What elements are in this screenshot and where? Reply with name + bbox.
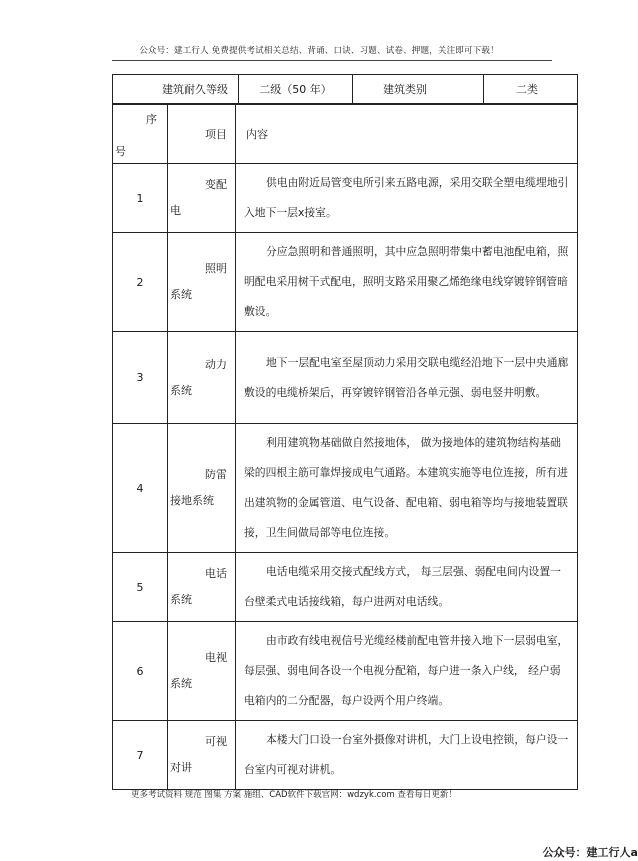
header-note: 公众号：建工行人 免费提供考试相关总结、背诵、口诀、习题、试卷、押题，关注即可下载！ bbox=[139, 46, 499, 56]
row-item-line1: 电话 bbox=[205, 567, 227, 580]
row-item-line1: 防雷 bbox=[205, 468, 227, 481]
row-item-line2: 对讲 bbox=[170, 761, 192, 774]
row-item-line2: 接地系统 bbox=[170, 494, 214, 507]
durability-label: 建筑耐久等级 bbox=[113, 75, 239, 104]
row-content bbox=[236, 332, 578, 424]
row-no: 5 bbox=[113, 553, 168, 622]
row-no: 6 bbox=[113, 622, 168, 721]
row-item-line1: 电视 bbox=[205, 651, 227, 664]
row-content bbox=[236, 164, 578, 233]
row-content-text: 供电由附近局管变电所引来五路电源，采用交联全塑电缆埋地引入地下一层ⅹ接室。 bbox=[244, 176, 569, 219]
row-item bbox=[168, 424, 236, 553]
row-no: 3 bbox=[113, 332, 168, 424]
durability-value: 二级（50 年） bbox=[239, 75, 353, 104]
header-no bbox=[113, 105, 168, 164]
table-header-row bbox=[113, 105, 578, 164]
summary-row bbox=[113, 75, 578, 104]
row-item bbox=[168, 622, 236, 721]
summary-table bbox=[112, 74, 578, 104]
row-content bbox=[236, 553, 578, 622]
row-content bbox=[236, 424, 578, 553]
table-row bbox=[113, 553, 578, 622]
row-content-text: 分应急照明和普通照明，其中应急照明带集中蓄电池配电箱，照明配电采用树干式配电，照明支路采用聚乙烯绝缘电线穿镀锌钢管暗敷设。 bbox=[244, 245, 569, 318]
row-content-text: 利用建筑物基础做自然接地体， 做为接地体的建筑物结构基础梁的四根主筋可靠焊接成电气通路。本建筑实施等电位连接，所有进出建筑物的金属管道、电气设备、配电箱、弱电箱等均与接地装置联接，卫生间做局部等电位连接。 bbox=[244, 436, 568, 539]
row-content-text: 本楼大门口设一台室外摄像对讲机，大门上设电控锁，每户设一台室内可视对讲机。 bbox=[244, 733, 569, 776]
footer-note: 更多考试资料 规范 图集 方案 施组、CAD软件下载官网：wdzyk.com 查看每日更新！ bbox=[131, 790, 457, 800]
table-row bbox=[113, 164, 578, 233]
electrical-systems-table bbox=[112, 104, 578, 790]
header-rule bbox=[112, 60, 552, 61]
row-content bbox=[236, 721, 578, 790]
row-no: 1 bbox=[113, 164, 168, 233]
category-value: 二类 bbox=[484, 75, 578, 104]
row-item bbox=[168, 164, 236, 233]
row-item-line2: 系统 bbox=[170, 593, 192, 606]
header-no-line1: 序 bbox=[146, 113, 157, 126]
header-item: 项目 bbox=[168, 105, 236, 164]
category-label: 建筑类别 bbox=[353, 75, 484, 104]
row-item-line1: 变配 bbox=[205, 178, 227, 191]
row-item bbox=[168, 233, 236, 332]
corner-watermark: 公众号：建工行人a bbox=[542, 846, 638, 859]
row-content bbox=[236, 233, 578, 332]
row-no: 4 bbox=[113, 424, 168, 553]
row-no: 2 bbox=[113, 233, 168, 332]
row-item bbox=[168, 332, 236, 424]
row-item-line2: 电 bbox=[170, 204, 181, 217]
row-item-line2: 系统 bbox=[170, 677, 192, 690]
table-row bbox=[113, 424, 578, 553]
row-item bbox=[168, 553, 236, 622]
header-content: 内容 bbox=[236, 105, 578, 164]
row-item-line2: 系统 bbox=[170, 288, 192, 301]
row-item-line1: 可视 bbox=[205, 735, 227, 748]
row-no: 7 bbox=[113, 721, 168, 790]
row-item-line2: 系统 bbox=[170, 383, 192, 397]
row-content-text: 电话电缆采用交接式配线方式， 每三层强、弱配电间内设置一台壁柔式电话接线箱，每户进两对电话线。 bbox=[244, 565, 561, 608]
table-row bbox=[113, 622, 578, 721]
row-item-line1: 动力 bbox=[205, 357, 227, 371]
row-item-line1: 照明 bbox=[205, 262, 227, 275]
row-item bbox=[168, 721, 236, 790]
table-row bbox=[113, 233, 578, 332]
table-row bbox=[113, 721, 578, 790]
table-row bbox=[113, 332, 578, 424]
row-content-text: 由市政有线电视信号光缆经楼前配电管井接入地下一层弱电室，每层强、弱电间各设一个电视分配箱，每户进一条入户线， 经户弱电箱内的二分配器，每户设两个用户终端。 bbox=[244, 634, 569, 707]
row-content bbox=[236, 622, 578, 721]
row-content-text: 地下一层配电室至屋顶动力采用交联电缆经沿地下一层中央通廊敷设的电缆桥架后，再穿镀锌钢管沿各单元强、弱电竖井明敷。 bbox=[244, 355, 569, 399]
header-no-line2: 号 bbox=[115, 145, 126, 158]
